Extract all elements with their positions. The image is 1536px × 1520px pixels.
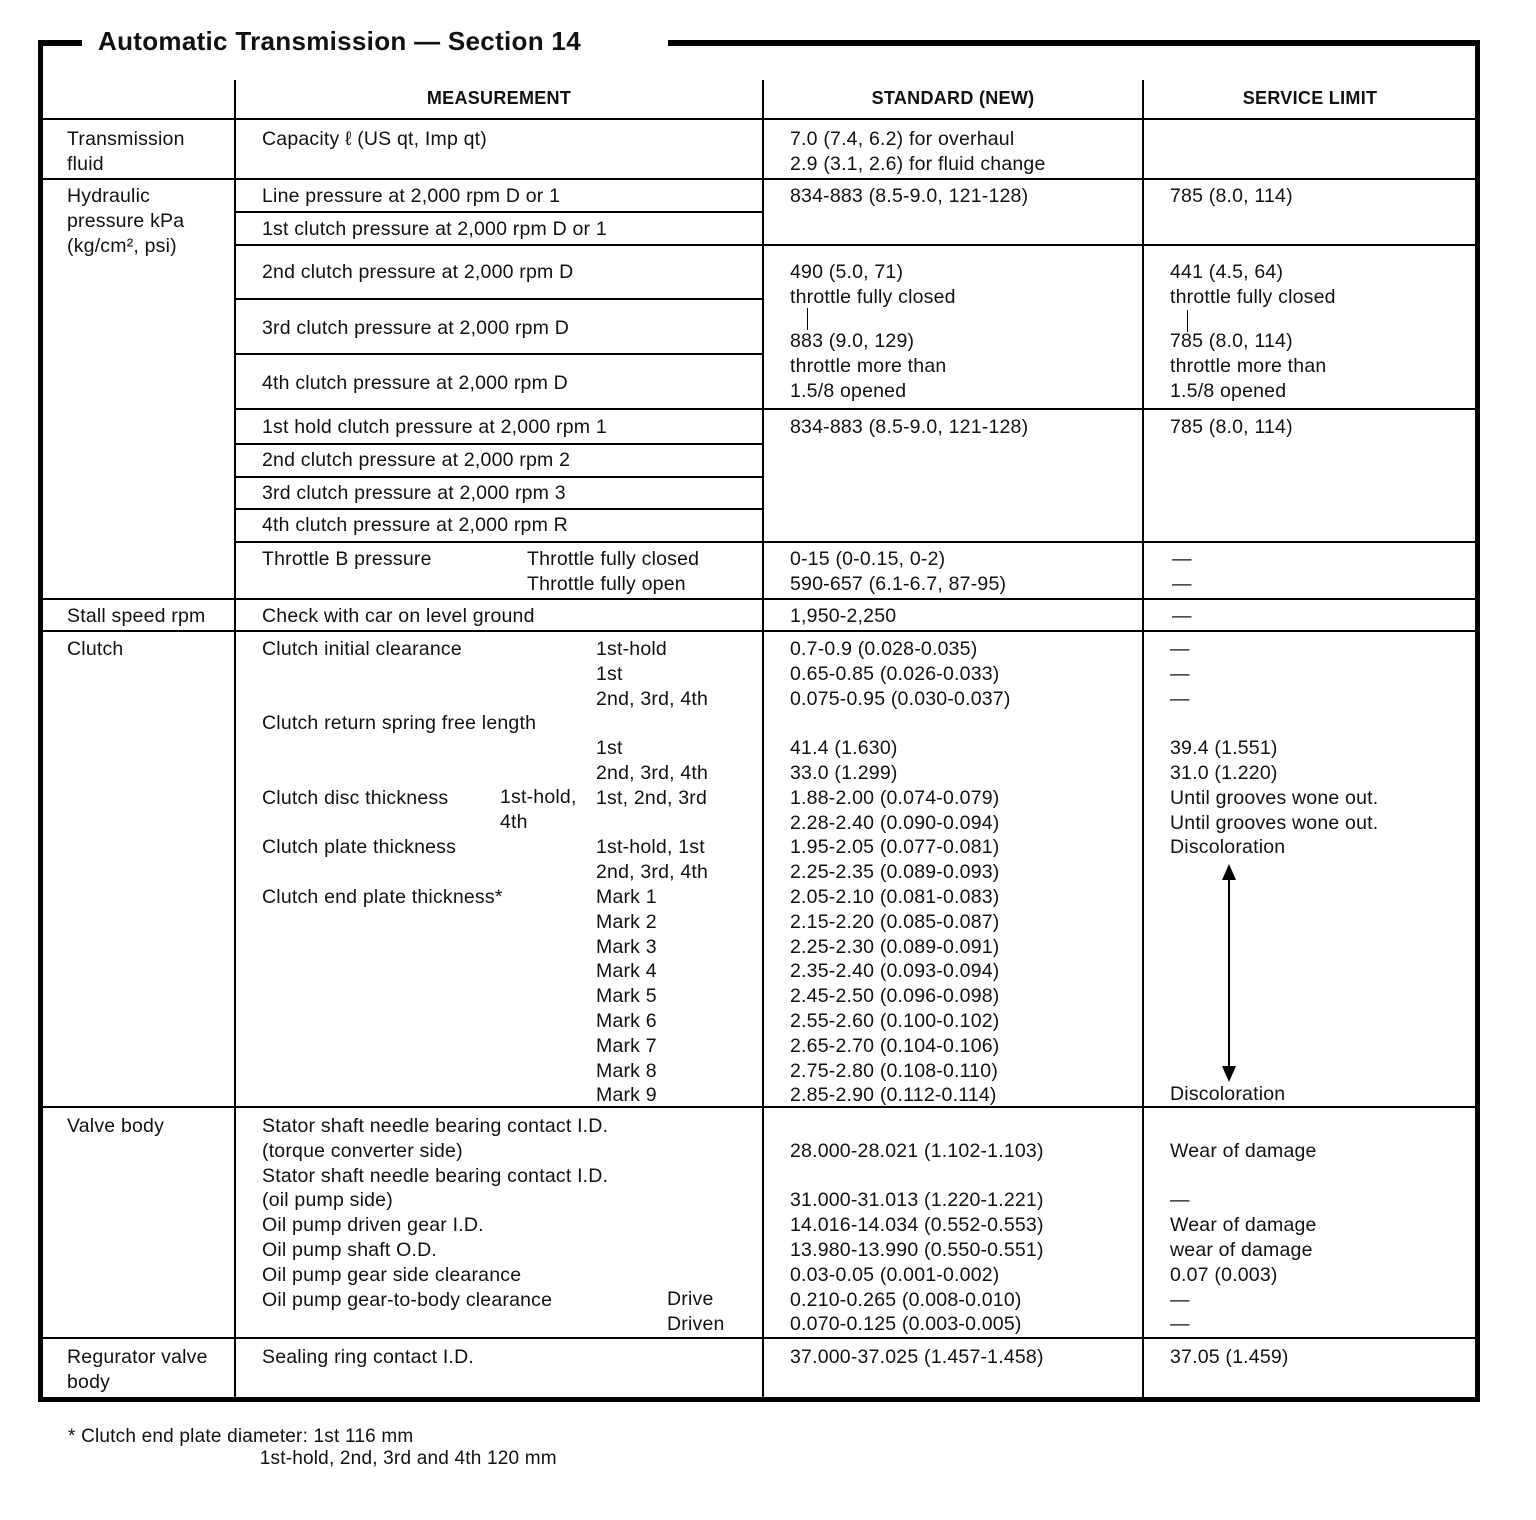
subline-3 — [236, 298, 762, 300]
category-clutch: Clutch — [67, 638, 124, 660]
second-clutch-pressure-2: 2nd clutch pressure at 2,000 rpm 2 — [262, 449, 571, 471]
subline-8 — [236, 508, 762, 510]
range-arrow-line — [1228, 878, 1230, 1070]
subline-1 — [236, 211, 762, 213]
row-line-valve — [42, 1337, 1476, 1339]
title-rule-right — [668, 40, 1480, 46]
group1-standard: 834-883 (8.5-9.0, 121-128) — [790, 185, 1029, 207]
regulator-limit: 37.05 (1.459) — [1170, 1346, 1289, 1368]
throttle-standard: 0-15 (0-0.15, 0-2) 590-657 (6.1-6.7, 87-95) — [790, 548, 1007, 595]
valve-gear-subconditions: Drive Driven — [667, 1288, 725, 1335]
clutch-disc-subconditions: 1st-hold, 4th — [500, 786, 577, 833]
footnote: * Clutch end plate diameter: 1st 116 mm 1st-hold, 2nd, 3rd and 4th 120 mm — [68, 1426, 557, 1469]
group3-standard: 834-883 (8.5-9.0, 121-128) — [790, 416, 1029, 438]
throttle-limit: — — — [1172, 548, 1192, 595]
regulator-standard: 37.000-37.025 (1.457-1.458) — [790, 1346, 1044, 1368]
throttle-conditions: Throttle fully closed Throttle fully open — [527, 548, 700, 595]
category-hydraulic: Hydraulic pressure kPa (kg/cm², psi) — [67, 185, 185, 257]
line-pressure: Line pressure at 2,000 rpm D or 1 — [262, 185, 561, 207]
subline-9 — [236, 541, 1476, 543]
row-line-header — [42, 118, 1476, 120]
group2-limit-bottom: 785 (8.0, 114) throttle more than 1.5/8 opened — [1170, 330, 1327, 402]
fourth-clutch-pressure-r: 4th clutch pressure at 2,000 rpm R — [262, 514, 568, 536]
regulator-measurement: Sealing ring contact I.D. — [262, 1346, 475, 1368]
clutch-limit: — — — 39.4 (1.551) 31.0 (1.220) Until grooves wone out. Until grooves wone out. Discoloration — [1170, 638, 1379, 859]
fourth-clutch-pressure-d: 4th clutch pressure at 2,000 rpm D — [262, 372, 568, 394]
fluid-measurement: Capacity ℓ (US qt, Imp qt) — [262, 128, 487, 150]
header-measurement: MEASUREMENT — [426, 88, 572, 108]
arrow-down-icon — [1222, 1066, 1236, 1082]
group3-limit: 785 (8.0, 114) — [1170, 416, 1293, 438]
arrow-up-icon — [1222, 864, 1236, 880]
third-clutch-pressure-d: 3rd clutch pressure at 2,000 rpm D — [262, 317, 570, 339]
valve-standard: 28.000-28.021 (1.102-1.103) 31.000-31.013 (1.220-1.221) 14.016-14.034 (0.552-0.553) 13.980-13.990 (0.550-0.551) 0.03-0.05 (0.001-0.002) 0.210-0.265 (0.008-0.010) 0.070-0.125 (0.003-0.005) — [790, 1139, 1044, 1336]
clutch-conditions: 1st-hold 1st 2nd, 3rd, 4th 1st 2nd, 3rd, 4th 1st, 2nd, 3rd 1st-hold, 1st 2nd, 3rd, 4th Mark 1 Mark 2 Mark 3 Mark 4 Mark 5 Mark 6 Mark 7 Mark 8 Mark 9 — [596, 638, 709, 1107]
range-tick-standard — [807, 308, 808, 330]
subline-7 — [236, 476, 762, 478]
stall-measurement: Check with car on level ground — [262, 605, 535, 627]
second-clutch-pressure-d: 2nd clutch pressure at 2,000 rpm D — [262, 261, 574, 283]
clutch-limit-bottom: Discoloration — [1170, 1083, 1286, 1105]
row-line-hydraulic — [42, 598, 1476, 600]
third-clutch-pressure-3: 3rd clutch pressure at 2,000 rpm 3 — [262, 482, 566, 504]
throttle-b-pressure: Throttle B pressure — [262, 548, 432, 570]
col-divider-2 — [762, 80, 764, 1398]
col-divider-3 — [1142, 80, 1144, 1398]
subline-4 — [236, 353, 762, 355]
valve-items: Stator shaft needle bearing contact I.D. (torque converter side) Stator shaft needle bearing contact I.D. (oil pump side) Oil pump driven gear I.D. Oil pump shaft O.D. Oil pump gear side clearance Oil pump gear-to-body clearance — [262, 1115, 609, 1311]
first-clutch-pressure: 1st clutch pressure at 2,000 rpm D or 1 — [262, 218, 607, 240]
clutch-items: Clutch initial clearance Clutch return spring free length Clutch disc thickness Clutch plate thickness Clutch end plate thickness* — [262, 638, 537, 908]
category-valve-body: Valve body — [67, 1115, 165, 1137]
category-regulator: Regurator valve body — [67, 1346, 208, 1393]
first-hold-clutch-pressure: 1st hold clutch pressure at 2,000 rpm 1 — [262, 416, 607, 438]
category-transmission-fluid: Transmission fluid — [67, 128, 185, 175]
section-title: Automatic Transmission — Section 14 — [98, 26, 581, 56]
title-rule-left — [38, 40, 82, 46]
group1-limit: 785 (8.0, 114) — [1170, 185, 1293, 207]
row-line-stall — [42, 630, 1476, 632]
subline-2 — [236, 244, 1476, 246]
valve-limit: Wear of damage — Wear of damage wear of damage 0.07 (0.003) — — — [1170, 1139, 1317, 1336]
stall-limit: — — [1172, 605, 1192, 627]
stall-standard: 1,950-2,250 — [790, 605, 897, 627]
fluid-standard: 7.0 (7.4, 6.2) for overhaul 2.9 (3.1, 2.6) for fluid change — [790, 128, 1046, 175]
subline-5 — [236, 408, 1476, 410]
header-service-limit: SERVICE LIMIT — [1242, 88, 1378, 108]
group2-standard-top: 490 (5.0, 71) throttle fully closed — [790, 261, 956, 308]
clutch-standard: 0.7-0.9 (0.028-0.035) 0.65-0.85 (0.026-0.033) 0.075-0.95 (0.030-0.037) 41.4 (1.630) 33.0 (1.299) 1.88-2.00 (0.074-0.079) 2.28-2.40 (0.090-0.094) 1.95-2.05 (0.077-0.081) 2.25-2.35 (0.089-0.093) 2.05-2.10 (0.081-0.083) 2.15-2.20 (0.085-0.087) 2.25-2.30 (0.089-0.091) 2.35-2.40 (0.093-0.094) 2.45-2.50 (0.096-0.098) 2.55-2.60 (0.100-0.102) 2.65-2.70 (0.104-0.106) 2.75-2.80 (0.108-0.110) 2.85-2.90 (0.112-0.114) — [790, 638, 1011, 1107]
subline-6 — [236, 443, 762, 445]
col-divider-1 — [234, 80, 236, 1398]
group2-limit-top: 441 (4.5, 64) throttle fully closed — [1170, 261, 1336, 308]
category-stall-speed: Stall speed rpm — [67, 605, 206, 627]
row-line-fluid — [42, 178, 1476, 180]
header-standard: STANDARD (NEW) — [871, 88, 1035, 108]
group2-standard-bottom: 883 (9.0, 129) throttle more than 1.5/8 opened — [790, 330, 947, 402]
